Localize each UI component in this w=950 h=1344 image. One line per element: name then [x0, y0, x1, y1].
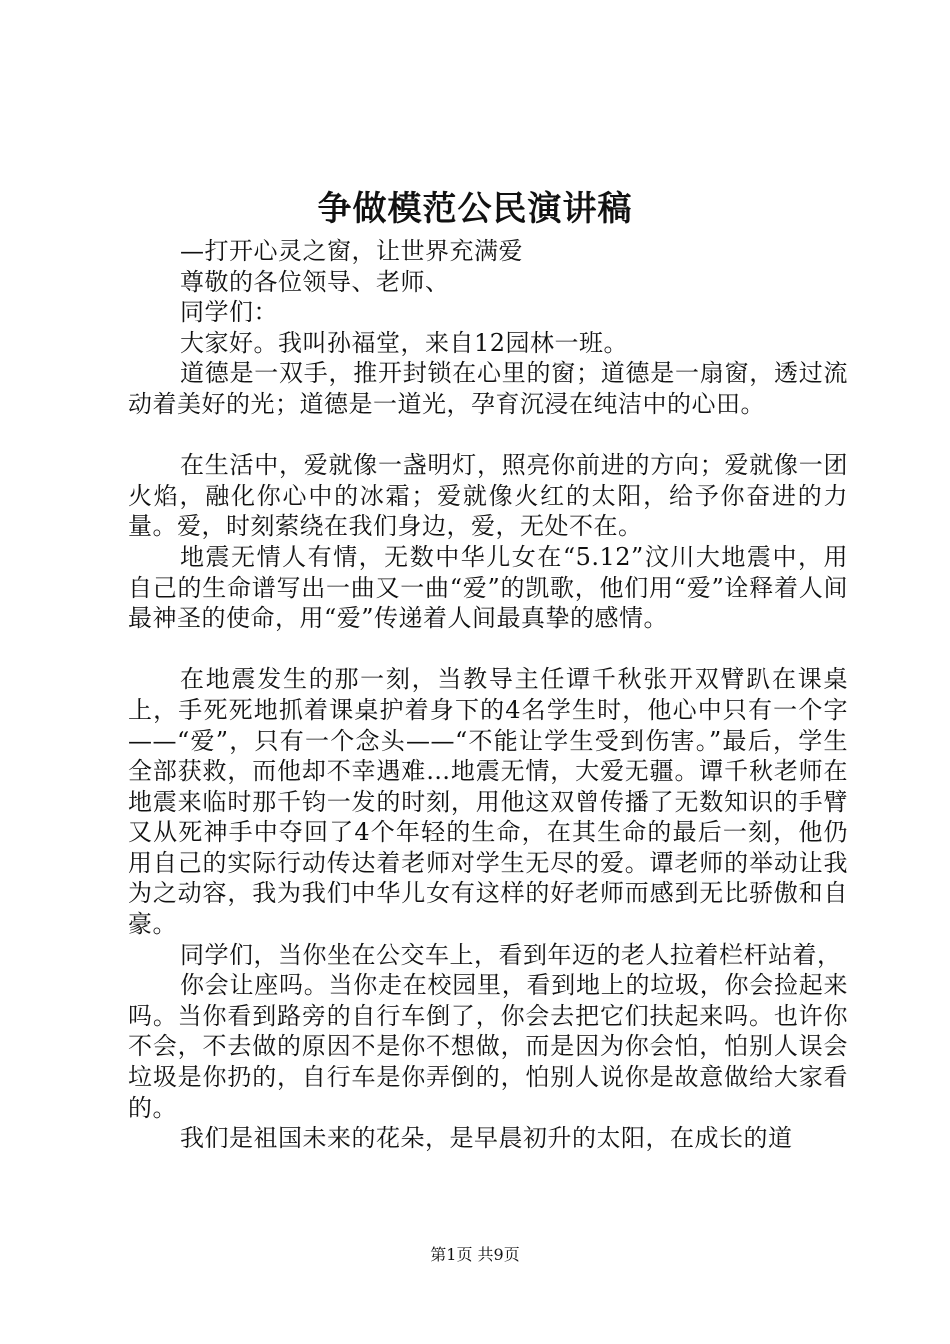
blank-line: [128, 420, 848, 451]
paragraph: 我们是祖国未来的花朵，是早晨初升的太阳，在成长的道: [180, 1124, 793, 1153]
paragraph: 大家好。我叫孙福堂，来自12园林一班。: [180, 328, 629, 357]
subtitle-line: —打开心灵之窗，让世界充满爱: [180, 237, 523, 265]
salutation-line: 尊敬的各位领导、老师、: [180, 267, 450, 296]
document-body: [128, 236, 848, 1154]
paragraph: 同学们，当你坐在公交车上，看到年迈的老人拉着栏杆站着，: [180, 940, 842, 969]
page-footer: 第1页 共9页: [430, 1245, 520, 1264]
paragraph: 在生活中，爱就像一盏明灯，照亮你前进的方向；爱就像一团火焰，融化你心中的冰霜；爱就像火红的太阳，给予你奋进的力量。爱，时刻萦绕在我们身边，爱，无处不在。: [128, 451, 848, 541]
paragraph: 地震无情人有情，无数中华儿女在“5.12”汶川大地震中，用自己的生命谱写出一曲又一曲“爱”的凯歌，他们用“爱”诠释着人间最神圣的使命，用“爱”传递着人间最真挚的感情。: [128, 542, 848, 633]
paragraph: 在地震发生的那一刻，当教导主任谭千秋张开双臂趴在课桌上，手死死地抓着课桌护着身下的4名学生时，他心中只有一个字——“爱”，只有一个念头——“不能让学生受到伤害。”最后，学生全部获救，而他却不幸遇难…地震无情，大爱无疆。谭千秋老师在地震来临时那千钧一发的时刻，用他这双曾传播了无数知识的手臂又从死神手中夺回了4个年轻的生命，在其生命的最后一刻，他仍用自己的实际行动传达着老师对学生无尽的爱。谭老师的举动让我为之动容，我为我们中华儿女有这样的好老师而感到无比骄傲和自豪。: [128, 665, 848, 939]
paragraph: 道德是一双手，推开封锁在心里的窗；道德是一扇窗，透过流动着美好的光；道德是一道光，孕育沉浸在纯洁中的心田。: [128, 359, 848, 418]
salutation-line: 同学们：: [180, 298, 278, 327]
document-title: 争做模范公民演讲稿: [317, 189, 633, 229]
paragraph: 你会让座吗。当你走在校园里，看到地上的垃圾，你会捡起来吗。当你看到路旁的自行车倒了，你会去把它们扶起来吗。也许你不会，不去做的原因不是你不想做，而是因为你会怕，怕别人误会垃圾是你扔的，自行车是你弄倒的，怕别人说你是故意做给大家看的。: [128, 971, 848, 1122]
blank-line: [128, 634, 848, 665]
